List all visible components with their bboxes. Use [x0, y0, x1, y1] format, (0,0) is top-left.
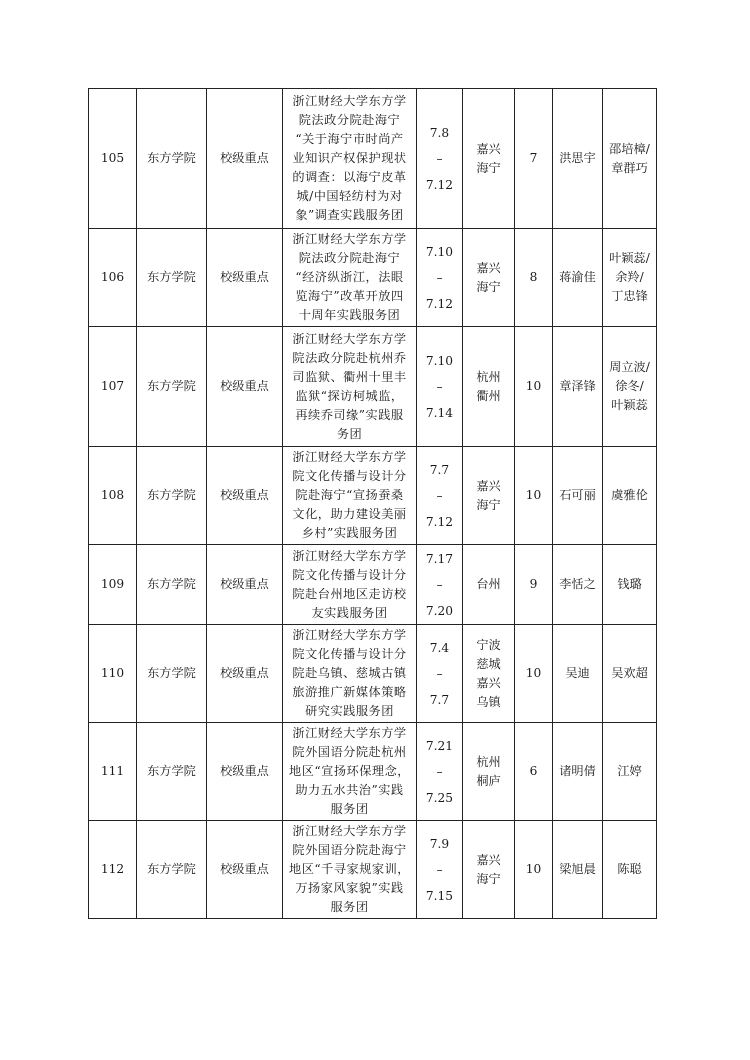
project-name-line: 业知识产权保护现状: [292, 151, 407, 165]
table-row: [89, 327, 657, 447]
project-name-line: 院法政分院赴海宁: [298, 113, 401, 127]
project-name-line: 地区“千寻家规家训，: [289, 862, 410, 876]
date-cell: [417, 545, 463, 625]
advisor-line: 叶颖蕊/: [609, 251, 650, 265]
member-count-cell: 6: [515, 723, 553, 821]
college-cell: 东方学院: [137, 89, 207, 229]
date-line: 7.12: [425, 296, 454, 311]
advisor-line: 吴欢超: [611, 666, 648, 680]
project-name-line: 浙江财经大学东方学: [292, 548, 407, 563]
level-cell: 校级重点: [207, 89, 283, 229]
member-count-cell: 8: [515, 229, 553, 327]
project-name-line: 再续乔司缘”实践服: [295, 407, 404, 422]
advisor-cell: [603, 723, 657, 821]
table-body: [89, 89, 657, 919]
location-line: 宁波: [476, 637, 501, 652]
table-row: [89, 625, 657, 723]
row-number: 111: [89, 723, 137, 821]
college-cell: 东方学院: [137, 447, 207, 545]
date-cell: [417, 327, 463, 447]
date-cell: [417, 447, 463, 545]
location-cell: [463, 447, 515, 545]
date-line: 7.14: [425, 405, 454, 420]
advisor-line: 章群巧: [611, 160, 648, 175]
location-cell: [463, 723, 515, 821]
project-name-cell: [283, 229, 417, 327]
advisor-cell: [603, 89, 657, 229]
level-cell: 校级重点: [207, 625, 283, 723]
advisor-line: 江婷: [617, 764, 642, 778]
date-line: 7.10: [425, 244, 454, 259]
date-cell: [417, 229, 463, 327]
location-cell: [463, 229, 515, 327]
level-cell: 校级重点: [207, 821, 283, 919]
project-name-line: 浙江财经大学东方学: [292, 232, 407, 246]
leader-cell: 吴迪: [553, 625, 603, 723]
location-line: 海宁: [476, 160, 501, 175]
date-line: 7.8: [429, 125, 450, 140]
project-name-line: 旅游推广新媒体策略: [292, 685, 407, 699]
row-number: 112: [89, 821, 137, 919]
project-name-line: 浙江财经大学东方学: [292, 628, 407, 642]
project-name-line: 服务团: [330, 900, 369, 914]
location-line: 桐庐: [476, 773, 501, 788]
college-cell: 东方学院: [137, 327, 207, 447]
advisor-line: 丁忠锋: [611, 289, 648, 303]
location-line: 嘉兴: [476, 260, 501, 275]
table-row: [89, 229, 657, 327]
location-cell: [463, 327, 515, 447]
leader-cell: 李恬之: [553, 545, 603, 625]
project-name-line: 院赴海宁“宣扬蚕桑: [295, 488, 404, 502]
date-line: 7.7: [429, 462, 450, 477]
location-line: 慈城: [476, 656, 501, 671]
project-name-line: 监狱“探访柯城监，: [295, 388, 404, 403]
date-line: –: [436, 666, 443, 681]
table-row: [89, 723, 657, 821]
advisor-line: 叶颖蕊: [611, 398, 648, 412]
table-row: [89, 89, 657, 229]
date-line: 7.12: [425, 514, 454, 529]
project-name-cell: [283, 723, 417, 821]
project-name-line: 院文化传播与设计分: [292, 469, 407, 483]
location-line: 嘉兴: [476, 141, 501, 156]
location-line: 嘉兴: [476, 478, 501, 493]
level-cell: 校级重点: [207, 723, 283, 821]
college-cell: 东方学院: [137, 723, 207, 821]
location-line: 衢州: [476, 388, 501, 403]
college-cell: 东方学院: [137, 821, 207, 919]
table-row: [89, 447, 657, 545]
project-name-line: 城/中国轻纺村为对: [296, 189, 403, 203]
leader-cell: 洪思宇: [553, 89, 603, 229]
advisor-line: 徐冬/: [615, 379, 644, 393]
location-cell: [463, 625, 515, 723]
project-name-line: 院法政分院赴海宁: [298, 251, 401, 265]
advisor-line: 邵培樟/: [609, 141, 650, 156]
project-name-line: 浙江财经大学东方学: [292, 726, 407, 740]
date-line: 7.7: [429, 692, 450, 707]
date-line: –: [436, 488, 443, 503]
project-name-line: 院文化传播与设计分: [292, 567, 407, 582]
advisor-line: 钱璐: [617, 577, 642, 591]
date-line: –: [436, 862, 443, 877]
location-line: 杭州: [476, 754, 501, 769]
location-line: 嘉兴: [476, 852, 501, 867]
advisor-line: 周立波/: [609, 360, 650, 374]
project-name-line: 司监狱、衢州十里丰: [292, 369, 407, 384]
location-line: 海宁: [476, 871, 501, 886]
advisor-cell: [603, 327, 657, 447]
date-line: 7.17: [425, 551, 454, 566]
project-name-line: 友实践服务团: [311, 605, 388, 620]
row-number: 108: [89, 447, 137, 545]
date-line: 7.4: [429, 640, 450, 655]
date-line: 7.12: [425, 177, 454, 192]
project-name-cell: [283, 327, 417, 447]
project-name-line: 研究实践服务团: [305, 704, 394, 718]
date-line: 7.15: [425, 888, 454, 903]
date-line: –: [436, 577, 443, 592]
date-cell: [417, 89, 463, 229]
project-name-line: 浙江财经大学东方学: [292, 331, 407, 346]
location-cell: [463, 545, 515, 625]
location-line: 嘉兴: [476, 675, 501, 690]
date-cell: [417, 723, 463, 821]
college-cell: 东方学院: [137, 545, 207, 625]
member-count-cell: 10: [515, 327, 553, 447]
date-line: 7.10: [425, 353, 454, 368]
leader-cell: 石可丽: [553, 447, 603, 545]
advisor-cell: [603, 821, 657, 919]
project-name-line: 浙江财经大学东方学: [292, 824, 407, 838]
advisor-cell: [603, 229, 657, 327]
date-line: 7.20: [425, 603, 454, 618]
level-cell: 校级重点: [207, 447, 283, 545]
date-line: 7.9: [429, 836, 450, 851]
project-name-line: 助力五水共治”实践: [295, 783, 404, 797]
member-count-cell: 10: [515, 821, 553, 919]
college-cell: 东方学院: [137, 229, 207, 327]
project-name-line: 浙江财经大学东方学: [292, 94, 407, 108]
location-line: 海宁: [476, 497, 501, 512]
advisor-cell: [603, 447, 657, 545]
level-cell: 校级重点: [207, 545, 283, 625]
table-row: [89, 545, 657, 625]
row-number: 109: [89, 545, 137, 625]
date-line: 7.21: [425, 738, 454, 753]
project-name-line: 院赴台州地区走访校: [292, 586, 407, 601]
member-count-cell: 7: [515, 89, 553, 229]
project-name-cell: [283, 821, 417, 919]
row-number: 105: [89, 89, 137, 229]
project-name-line: 浙江财经大学东方学: [292, 450, 407, 464]
date-cell: [417, 625, 463, 723]
row-number: 110: [89, 625, 137, 723]
date-cell: [417, 821, 463, 919]
location-cell: [463, 821, 515, 919]
project-name-line: 览海宁”改革开放四: [295, 289, 404, 303]
member-count-cell: 10: [515, 447, 553, 545]
location-line: 乌镇: [476, 694, 501, 709]
project-name-line: 地区“宣扬环保理念，: [289, 764, 410, 778]
project-name-line: 十周年实践服务团: [298, 308, 401, 322]
project-name-cell: [283, 89, 417, 229]
level-cell: 校级重点: [207, 327, 283, 447]
advisor-line: 虞雅伦: [611, 488, 648, 502]
project-name-cell: [283, 447, 417, 545]
project-name-line: 象”调查实践服务团: [295, 208, 404, 222]
date-line: –: [436, 151, 443, 166]
project-name-line: 院外国语分院赴杭州: [292, 745, 407, 759]
member-count-cell: 9: [515, 545, 553, 625]
advisor-line: 余羚/: [615, 270, 644, 284]
project-name-line: 院赴乌镇、慈城古镇: [292, 666, 407, 680]
member-count-cell: 10: [515, 625, 553, 723]
project-name-line: 乡村”实践服务团: [301, 526, 398, 540]
advisor-cell: [603, 625, 657, 723]
location-line: 台州: [476, 577, 501, 591]
project-name-line: 院外国语分院赴海宁: [292, 843, 407, 857]
advisor-cell: [603, 545, 657, 625]
project-name-line: 院法政分院赴杭州乔: [292, 350, 407, 365]
table-row: [89, 821, 657, 919]
project-name-line: 万扬家风家貌”实践: [295, 881, 404, 895]
date-line: –: [436, 764, 443, 779]
row-number: 106: [89, 229, 137, 327]
project-name-line: 院文化传播与设计分: [292, 647, 407, 661]
college-cell: 东方学院: [137, 625, 207, 723]
project-name-line: “关于海宁市时尚产: [295, 132, 404, 146]
project-name-line: 文化，助力建设美丽: [292, 507, 407, 521]
project-name-cell: [283, 625, 417, 723]
row-number: 107: [89, 327, 137, 447]
leader-cell: 梁旭晨: [553, 821, 603, 919]
project-name-line: 务团: [336, 426, 363, 441]
date-line: –: [436, 270, 443, 285]
project-name-cell: [283, 545, 417, 625]
date-line: –: [436, 379, 443, 394]
location-line: 海宁: [476, 279, 501, 294]
date-line: 7.25: [425, 790, 454, 805]
leader-cell: 章泽锋: [553, 327, 603, 447]
level-cell: 校级重点: [207, 229, 283, 327]
project-name-line: 的调查：以海宁皮革: [292, 170, 407, 184]
location-line: 杭州: [476, 369, 501, 384]
project-name-line: 服务团: [330, 802, 369, 816]
leader-cell: 蒋渝佳: [553, 229, 603, 327]
project-table: [88, 88, 657, 919]
location-cell: [463, 89, 515, 229]
leader-cell: 诸明倩: [553, 723, 603, 821]
project-name-line: “经济纵浙江，法眼: [295, 270, 404, 284]
advisor-line: 陈聪: [617, 862, 642, 876]
